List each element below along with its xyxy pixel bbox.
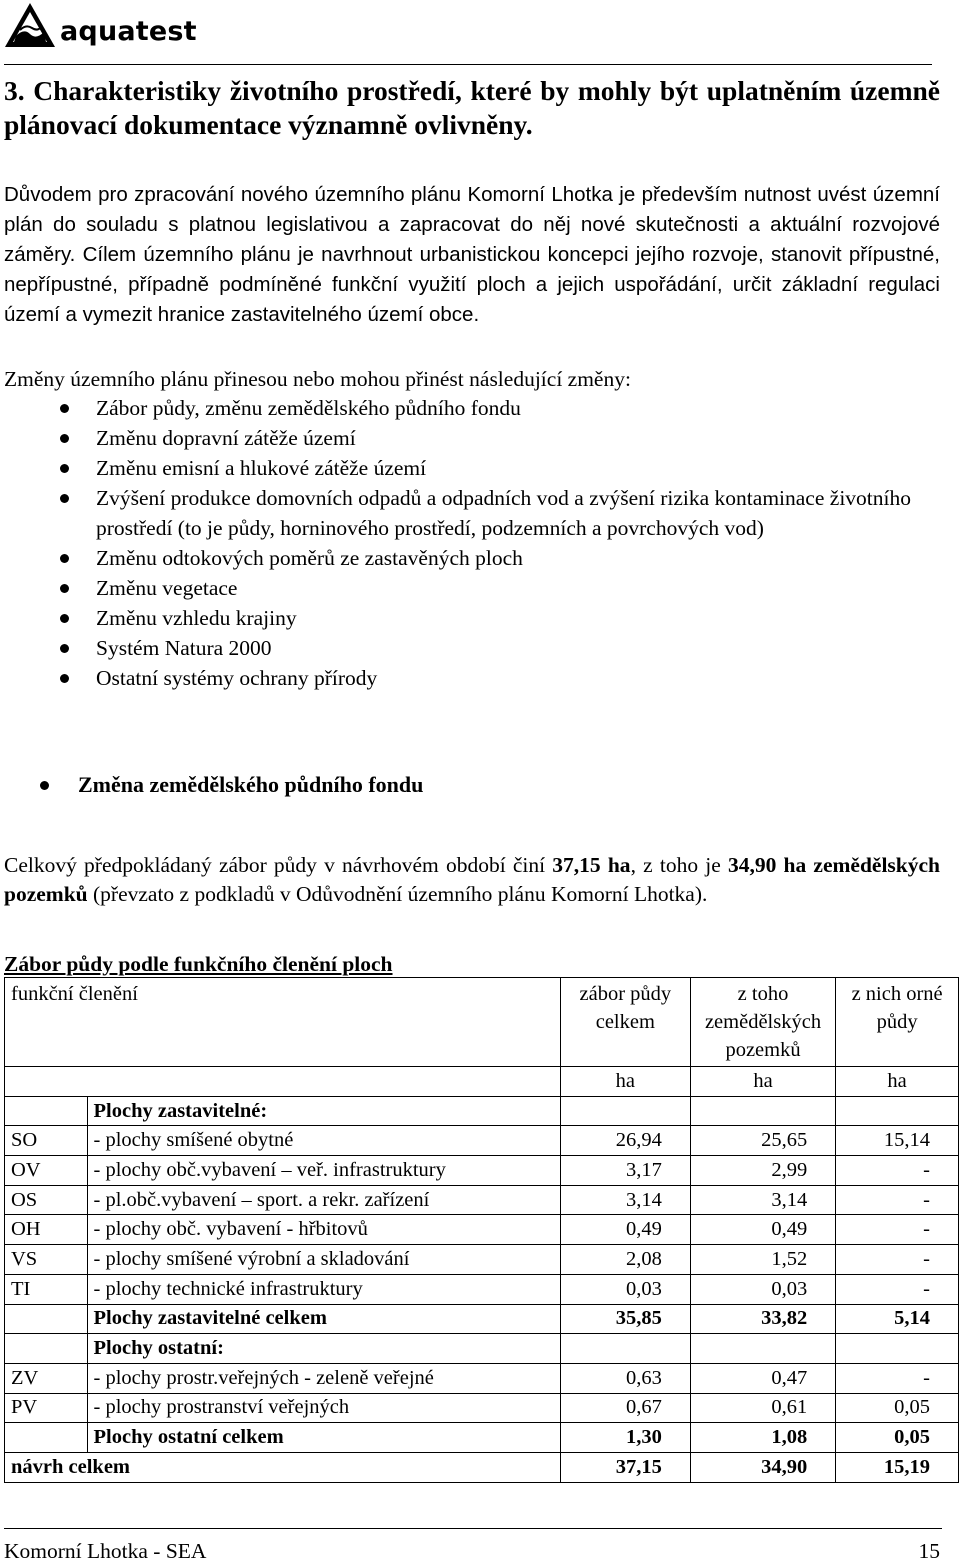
change-item <box>0 453 945 483</box>
unit-empty-cell <box>5 1067 561 1097</box>
header-function: funkční členění <box>5 978 561 1067</box>
cell-agri: 2,99 <box>690 1156 835 1186</box>
cell-agri: 3,14 <box>690 1185 835 1215</box>
cell-arable <box>836 1096 959 1126</box>
change-text: Zábor půdy, změnu zemědělského půdního fondu <box>96 396 521 420</box>
section-bullet-icon <box>40 781 49 790</box>
cell-code: OV <box>5 1156 88 1186</box>
change-item <box>0 573 945 603</box>
cell-agri: 1,08 <box>690 1423 835 1453</box>
bullet-icon <box>60 614 69 623</box>
cell-arable: 5,14 <box>836 1304 959 1334</box>
aquatest-logo <box>4 2 224 52</box>
cell-arable: 0,05 <box>836 1423 959 1453</box>
cell-total: 35,85 <box>560 1304 690 1334</box>
table-total-row <box>5 1452 959 1482</box>
table-row <box>5 1245 959 1275</box>
cell-code <box>5 1096 88 1126</box>
summary-text-2: , z toho je <box>630 853 728 877</box>
cell-total: 0,63 <box>560 1363 690 1393</box>
bullet-icon <box>60 554 69 563</box>
table-row <box>5 1423 959 1453</box>
cell-total: 0,67 <box>560 1393 690 1423</box>
table-row <box>5 1156 959 1186</box>
change-text: Ostatní systémy ochrany přírody <box>96 666 378 690</box>
table-row <box>5 1126 959 1156</box>
unit-total: ha <box>560 1067 690 1097</box>
cell-description: - plochy technické infrastruktury <box>87 1274 560 1304</box>
cell-code: OH <box>5 1215 88 1245</box>
subsection-title: Změna zemědělského půdního fondu <box>78 772 424 797</box>
page-number: 15 <box>918 1539 940 1563</box>
cell-description: Plochy ostatní celkem <box>87 1423 560 1453</box>
table-row <box>5 1393 959 1423</box>
bullet-icon <box>60 404 69 413</box>
cell-agri <box>690 1096 835 1126</box>
table-row <box>5 1185 959 1215</box>
cell-total <box>560 1334 690 1364</box>
cell-agri: 25,65 <box>690 1126 835 1156</box>
table-row <box>5 1274 959 1304</box>
change-text: Změnu vegetace <box>96 576 238 600</box>
change-item <box>0 633 945 663</box>
cell-agri: 0,49 <box>690 1215 835 1245</box>
changes-list <box>0 393 945 693</box>
bullet-icon <box>60 644 69 653</box>
table-row <box>5 1363 959 1393</box>
change-item <box>0 423 945 453</box>
cell-description: - pl.obč.vybavení – sport. a rekr. zařízení <box>87 1185 560 1215</box>
change-item <box>0 603 945 633</box>
summary-text-3: (převzato z podkladů v Odůvodnění územního plánu Komorní Lhotka). <box>87 882 708 906</box>
cell-code: OS <box>5 1185 88 1215</box>
intro-paragraph: Důvodem pro zpracování nového územního plánu Komorní Lhotka je především nutnost uvést územní plán do souladu s platnou legislativou a zapracovat do něj nové skutečnosti a aktuální rozvojové záměry. Cílem územního plánu je navrhnout urbanistickou koncepci jejího rozvoje, stanovit přípustné, nepřípustné, případně podmíněné funkční využití ploch a jejich uspořádání, určit základní regulaci území a vymezit hranice zastavitelného území obce. <box>4 183 940 326</box>
cell-arable: 0,05 <box>836 1393 959 1423</box>
cell-code: SO <box>5 1126 88 1156</box>
table-row <box>5 1096 959 1126</box>
summary-text-1: Celkový předpokládaný zábor půdy v návrhovém období činí <box>4 853 553 877</box>
cell-total: 3,17 <box>560 1156 690 1186</box>
cell-code: ZV <box>5 1363 88 1393</box>
cell-arable: - <box>836 1274 959 1304</box>
cell-total <box>560 1096 690 1126</box>
cell-total: 26,94 <box>560 1126 690 1156</box>
cell-total: 37,15 <box>560 1452 690 1482</box>
bullet-icon <box>60 674 69 683</box>
change-text: Zvýšení produkce domovních odpadů a odpadních vod a zvýšení rizika kontaminace životního prostředí (to je půdy, horninového prostředí, podzemních a povrchových vod) <box>96 486 911 540</box>
table-row <box>5 1304 959 1334</box>
bullet-icon <box>60 494 69 503</box>
header-arable: z nich orné půdy <box>836 978 959 1067</box>
cell-description: - plochy obč. vybavení - hřbitovů <box>87 1215 560 1245</box>
cell-description: Plochy zastavitelné celkem <box>87 1304 560 1334</box>
cell-code: PV <box>5 1393 88 1423</box>
unit-agri: ha <box>690 1067 835 1097</box>
cell-agri: 33,82 <box>690 1304 835 1334</box>
cell-agri: 34,90 <box>690 1452 835 1482</box>
cell-code: TI <box>5 1274 88 1304</box>
cell-code <box>5 1334 88 1364</box>
table-row <box>5 1215 959 1245</box>
cell-description: Plochy zastavitelné: <box>87 1096 560 1126</box>
changes-intro: Změny územního plánu přinesou nebo mohou přinést následující změny: <box>4 367 631 391</box>
cell-agri <box>690 1334 835 1364</box>
change-text: Změnu vzhledu krajiny <box>96 606 297 630</box>
bullet-icon <box>60 584 69 593</box>
table-row <box>5 1334 959 1364</box>
footer-title: Komorní Lhotka - SEA <box>4 1539 207 1563</box>
cell-arable: - <box>836 1156 959 1186</box>
cell-code: VS <box>5 1245 88 1275</box>
cell-agri: 0,61 <box>690 1393 835 1423</box>
change-item <box>0 483 945 543</box>
change-text: Systém Natura 2000 <box>96 636 272 660</box>
table-title: Zábor půdy podle funkčního členění ploch <box>4 952 393 976</box>
table-header-row <box>5 978 959 1067</box>
cell-arable: 15,19 <box>836 1452 959 1482</box>
header-total: zábor půdy celkem <box>560 978 690 1067</box>
cell-total: 2,08 <box>560 1245 690 1275</box>
summary-agri-area: 34,90 ha zemědělských pozemků <box>4 853 941 906</box>
land-use-table <box>4 977 959 1483</box>
logo-text: aquatest <box>60 16 197 47</box>
cell-code <box>5 1304 88 1334</box>
cell-description: - plochy smíšené výrobní a skladování <box>87 1245 560 1275</box>
footer-rule <box>4 1528 942 1529</box>
change-item <box>0 543 945 573</box>
cell-description: Plochy ostatní: <box>87 1334 560 1364</box>
cell-total-label: návrh celkem <box>5 1452 561 1482</box>
cell-agri: 0,47 <box>690 1363 835 1393</box>
header-rule <box>4 64 932 65</box>
cell-total: 3,14 <box>560 1185 690 1215</box>
summary-total-area: 37,15 ha <box>552 853 631 877</box>
cell-arable: - <box>836 1215 959 1245</box>
cell-agri: 1,52 <box>690 1245 835 1275</box>
logo-mark-icon <box>4 2 56 48</box>
summary-paragraph <box>4 851 940 909</box>
bullet-icon <box>60 464 69 473</box>
change-text: Změnu odtokových poměrů ze zastavěných ploch <box>96 546 523 570</box>
change-item <box>0 663 945 693</box>
cell-agri: 0,03 <box>690 1274 835 1304</box>
cell-arable <box>836 1334 959 1364</box>
cell-arable: - <box>836 1185 959 1215</box>
change-item <box>0 393 945 423</box>
cell-description: - plochy prostranství veřejných <box>87 1393 560 1423</box>
cell-total: 0,49 <box>560 1215 690 1245</box>
bullet-icon <box>60 434 69 443</box>
cell-description: - plochy prostr.veřejných - zeleně veřejné <box>87 1363 560 1393</box>
cell-total: 0,03 <box>560 1274 690 1304</box>
table-unit-row <box>5 1067 959 1097</box>
cell-arable: 15,14 <box>836 1126 959 1156</box>
unit-arable: ha <box>836 1067 959 1097</box>
change-text: Změnu dopravní zátěže území <box>96 426 356 450</box>
cell-description: - plochy smíšené obytné <box>87 1126 560 1156</box>
cell-code <box>5 1423 88 1453</box>
cell-total: 1,30 <box>560 1423 690 1453</box>
section-heading: 3. Charakteristiky životního prostředí, které by mohly být uplatněním územně plánovací dokumentace významně ovlivněny. <box>4 75 940 140</box>
change-text: Změnu emisní a hlukové zátěže území <box>96 456 427 480</box>
cell-arable: - <box>836 1245 959 1275</box>
cell-description: - plochy obč.vybavení – veř. infrastruktury <box>87 1156 560 1186</box>
header-agri: z toho zemědělských pozemků <box>690 978 835 1067</box>
cell-arable: - <box>836 1363 959 1393</box>
